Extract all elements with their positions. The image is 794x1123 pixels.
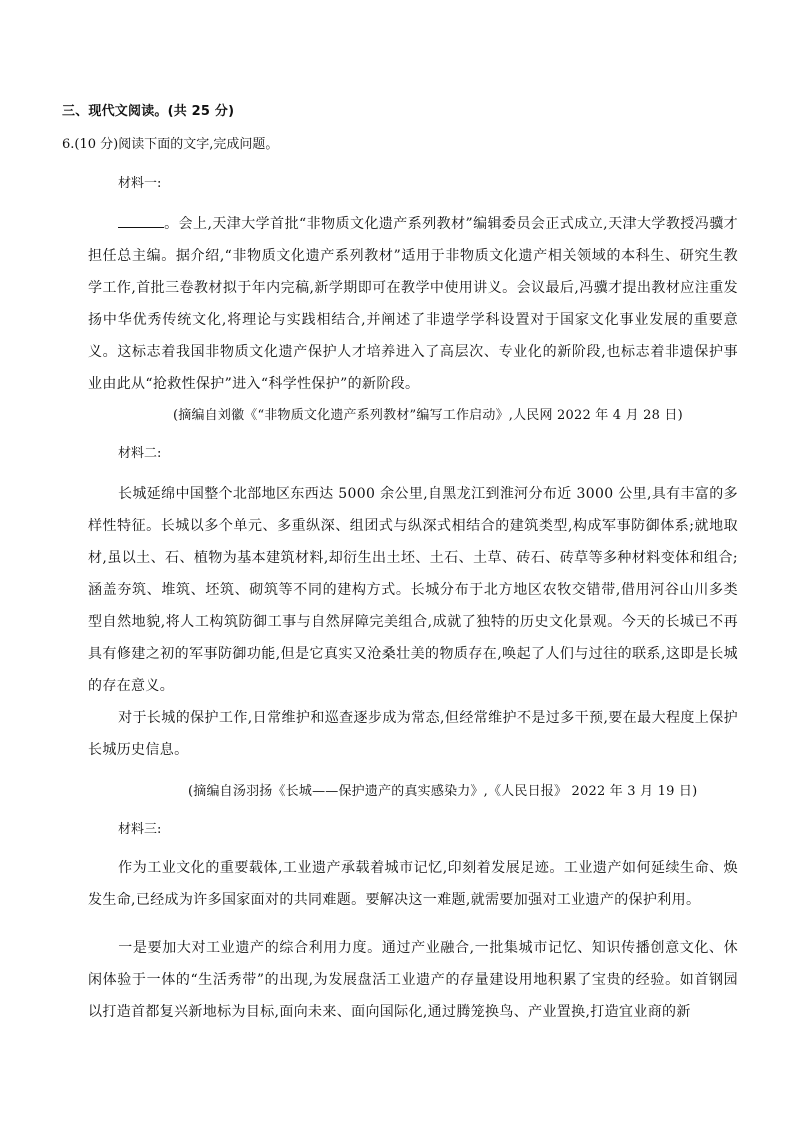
material-one-source: (摘编自刘徽《“非物质文化遗产系列教材”编写工作启动》,人民网 2022 年 4 月 28 日): [173, 408, 683, 423]
material-two-source: (摘编自汤羽扬《长城——保护遗产的真实感染力》,《人民日报》 2022 年 3 月 19 日): [188, 784, 698, 799]
material-one-text: 。会上,天津大学首批“非物质文化遗产系列教材”编辑委员会正式成立,天津大学教授冯骥才担任总主编。据介绍,“非物质文化遗产系列教材”适用于非物质文化遗产相关领域的本科生、研究生教学工作,首批三卷教材拟于年内完稿,新学期即可在教学中使用讲义。会议最后,冯骥才提出教材应注重发扬中华优秀传统文化,将理论与实践相结合,并阐述了非遗学学科设置对于国家文化事业发展的重要意义。这标志着我国非物质文化遗产保护人才培养进入了高层次、专业化的新阶段,也标志着非遗保护事业由此从“抢救性保护”进入“科学性保护”的新阶段。: [88, 216, 738, 392]
section-title: 三、现代文阅读。(共 25 分): [62, 104, 235, 119]
question-prompt: 6.(10 分)阅读下面的文字,完成问题。: [62, 137, 279, 152]
material-two-text-2: 对于长城的保护工作,日常维护和巡查逐步成为常态,但经常维护不是过多干预,要在最大程度上保护长城历史信息。: [88, 710, 738, 758]
material-three-text-1: 作为工业文化的重要载体,工业遗产承载着城市记忆,印刻着发展足迹。工业遗产如何延续生命、焕发生命,已经成为许多国家面对的共同难题。要解决这一难题,就需要加强对工业遗产的保护利用。: [88, 860, 738, 908]
material-two-label: 材料二:: [118, 446, 162, 461]
material-one-label: 材料一:: [118, 176, 162, 191]
material-three-paragraph-1: [88, 852, 738, 916]
material-three-label: 材料三:: [118, 822, 162, 837]
material-one-paragraph: [88, 208, 738, 400]
material-two-paragraph-2: [88, 702, 738, 766]
fill-in-blank: [118, 212, 164, 228]
material-three-paragraph-2: [88, 932, 738, 1028]
material-three-text-2: 一是要加大对工业遗产的综合利用力度。通过产业融合,一批集城市记忆、知识传播创意文化、休闲体验于一体的“生活秀带”的出现,为发展盘活工业遗产的存量建设用地积累了宝贵的经验。如首钢园以打造首都复兴新地标为目标,面向未来、面向国际化,通过腾笼换鸟、产业置换,打造宜业商的新: [88, 940, 738, 1020]
material-two-text-1: 长城延绵中国整个北部地区东西达 5000 余公里,自黑龙江到淮河分布近 3000 公里,具有丰富的多样性特征。长城以多个单元、多重纵深、组团式与纵深式相结合的建筑类型,构成军事防御体系;就地取材,虽以土、石、植物为基本建筑材料,却衍生出土坯、土石、土草、砖石、砖草等多种材料变体和组合;涵盖夯筑、堆筑、坯筑、砌筑等不同的建构方式。长城分布于北方地区农牧交错带,借用河谷山川多类型自然地貌,将人工构筑防御工事与自然屏障完美组合,成就了独特的历史文化景观。今天的长城已不再具有修建之初的军事防御功能,但是它真实又沧桑壮美的物质存在,唤起了人们与过往的联系,这即是长城的存在意义。: [88, 486, 738, 694]
material-two-paragraph-1: [88, 478, 738, 702]
